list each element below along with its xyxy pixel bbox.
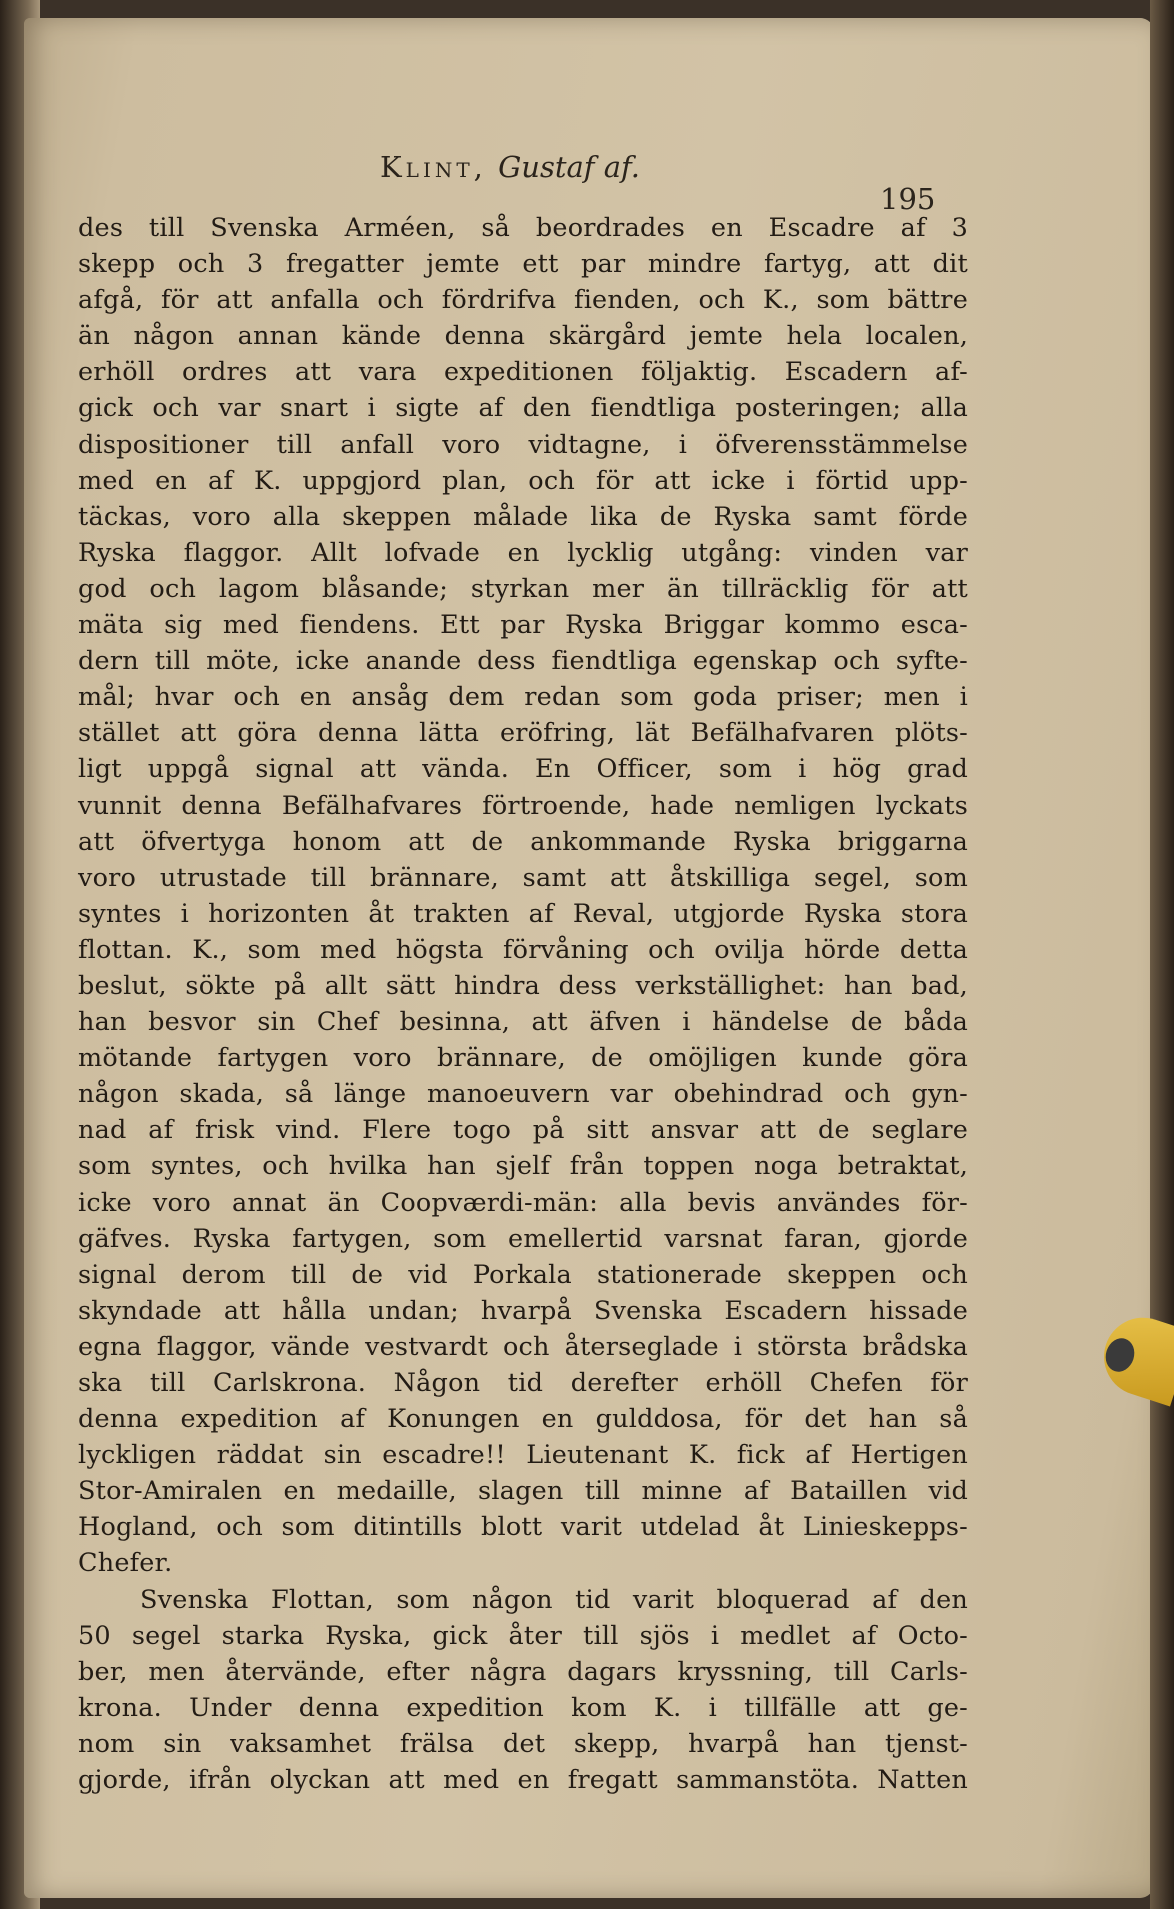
page-edge-shadow [1150, 0, 1174, 1909]
text-line: mäta sig med fiendens. Ett par Ryska Briggar kommo esca- [78, 610, 968, 641]
text-line: skepp och 3 fregatter jemte ett par mindre fartyg, att dit [78, 249, 968, 280]
text-line: mål; hvar och en ansåg dem redan som goda priser; men i [78, 682, 968, 713]
text-line: afgå, för att anfalla och fördrifva fienden, och K., som bättre [78, 285, 968, 316]
running-title-rest: Gustaf af. [498, 150, 640, 184]
text-line: täckas, voro alla skeppen målade lika de Ryska samt förde [78, 501, 968, 532]
text-line: med en af K. uppgjord plan, och för att icke i förtid upp- [78, 465, 968, 496]
text-line: ber, men återvände, efter några dagars kryssning, till Carls- [78, 1656, 968, 1687]
text-line: att öfvertyga honom att de ankommande Ryska briggarna [78, 826, 968, 857]
text-line: flottan. K., som med högsta förvåning och ovilja hörde detta [78, 934, 968, 965]
text-line: gick och var snart i sigte af den fiendtliga posteringen; alla [78, 393, 968, 424]
text-line: Svenska Flottan, som någon tid varit bloquerad af den [140, 1584, 968, 1615]
text-line: ligt uppgå signal att vända. En Officer, som i hög grad [78, 754, 968, 785]
text-line: som syntes, och hvilka han sjelf från toppen noga betraktat, [78, 1151, 968, 1182]
text-line: icke voro annat än Coopværdi-män: alla bevis användes för- [78, 1187, 968, 1218]
text-line: denna expedition af Konungen en gulddosa, för det han så [78, 1404, 968, 1435]
text-line: erhöll ordres att vara expeditionen följaktig. Escadern af- [78, 357, 968, 388]
page-header [0, 150, 1174, 216]
text-line: gäfves. Ryska fartygen, som emellertid varsnat faran, gjorde [78, 1223, 968, 1254]
text-line: nom sin vaksamhet frälsa det skepp, hvarpå han tjenst- [78, 1728, 968, 1759]
text-line: Stor-Amiralen en medaille, slagen till minne af Bataillen vid [78, 1476, 968, 1507]
text-line: beslut, sökte på allt sätt hindra dess verkställighet: han bad, [78, 970, 968, 1001]
text-line: lyckligen räddat sin escadre!! Lieutenant K. fick af Hertigen [78, 1440, 968, 1471]
running-title-name: Klint, [380, 150, 487, 184]
text-line: 50 segel starka Ryska, gick åter till sjös i medlet af Octo- [78, 1620, 968, 1651]
text-line: stället att göra denna lätta eröfring, lät Befälhafvaren plöts- [78, 718, 968, 749]
text-line: skyndade att hålla undan; hvarpå Svenska Escadern hissade [78, 1295, 968, 1326]
text-line: syntes i horizonten åt trakten af Reval, utgjorde Ryska stora [78, 898, 968, 929]
text-line: voro utrustade till brännare, samt att åtskilliga segel, som [78, 862, 968, 893]
text-line: egna flaggor, vände vestvardt och återseglade i största brådska [78, 1331, 968, 1362]
text-line: dern till möte, icke anande dess fiendtliga egenskap och syfte- [78, 646, 968, 677]
text-line: Chefer. [78, 1548, 173, 1579]
text-line: någon skada, så länge manoeuvern var obehindrad och gyn- [78, 1079, 968, 1110]
running-title [380, 150, 640, 184]
text-line: dispositioner till anfall voro vidtagne, i öfverensstämmelse [78, 429, 968, 460]
text-line: än någon annan kände denna skärgård jemte hela localen, [78, 321, 968, 352]
text-line: krona. Under denna expedition kom K. i tillfälle att ge- [78, 1692, 968, 1723]
text-line: ska till Carlskrona. Någon tid derefter erhöll Chefen för [78, 1368, 968, 1398]
text-line: Hogland, och som ditintills blott varit utdelad åt Linieskepps- [78, 1512, 968, 1543]
text-line: Ryska flaggor. Allt lofvade en lycklig utgång: vinden var [78, 537, 968, 568]
text-line: vunnit denna Befälhafvares förtroende, hade nemligen lyckats [78, 790, 968, 821]
text-line: han besvor sin Chef besinna, att äfven i händelse de båda [78, 1007, 968, 1038]
text-line: mötande fartygen voro brännare, de omöjligen kunde göra [78, 1043, 968, 1074]
text-line: nad af frisk vind. Flere togo på sitt ansvar att de seglare [78, 1115, 968, 1146]
body-text [78, 210, 968, 1798]
page-number: 195 [880, 182, 936, 216]
text-line: god och lagom blåsande; styrkan mer än tillräcklig för att [78, 573, 968, 604]
text-line: signal derom till de vid Porkala stationerade skeppen och [78, 1259, 968, 1290]
text-line: des till Svenska Arméen, så beordrades en Escadre af 3 [78, 213, 968, 243]
text-line: gjorde, ifrån olyckan att med en fregatt sammanstöta. Natten [78, 1765, 968, 1796]
